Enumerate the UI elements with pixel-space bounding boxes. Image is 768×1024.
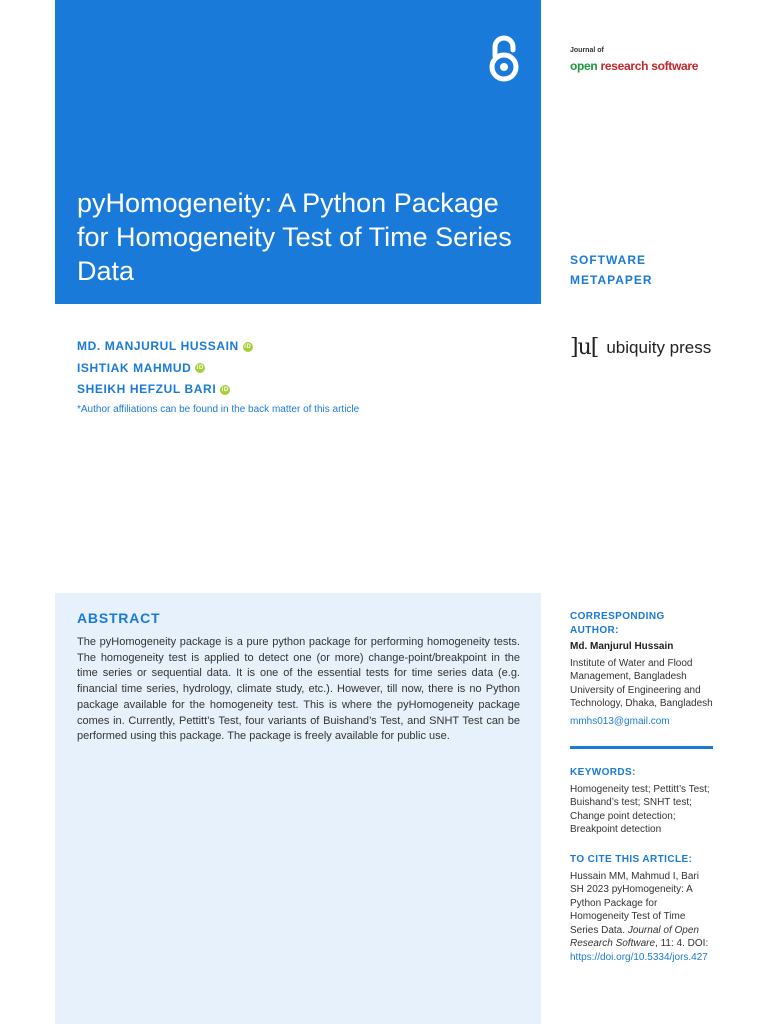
publisher-name: ubiquity press [606,338,712,357]
corresponding-author-name: Md. Manjurul Hussain [570,641,674,652]
journal-logo[interactable] [570,46,730,74]
keywords-heading: KEYWORDS: [570,767,636,778]
citation-text-before: Hussain MM, Mahmud I, Bari SH 2023 pyHomogeneity: A Python Package for Homogeneity Test of Time Series Data. [570,870,699,936]
orcid-icon[interactable]: iD [196,365,204,372]
document-type-line-2: METAPAPER [570,273,653,287]
section-divider [570,746,713,749]
citation-doi-link[interactable]: https://doi.org/10.5334/jors.427 [570,951,708,963]
orcid-icon[interactable]: iD [244,343,252,350]
document-type-line-1: SOFTWARE [570,253,646,267]
corresponding-author-email[interactable]: mmhs013@gmail.com [570,715,670,727]
keywords-section [570,766,715,837]
journal-logo-open: open [570,59,598,73]
article-title: pyHomogeneity: A Python Package for Homogeneity Test of Time Series Data [77,188,512,286]
author-list [77,336,359,415]
author-item[interactable] [77,336,359,358]
journal-logo-main [570,59,698,73]
publisher-logo[interactable] [570,337,711,359]
citation-text-after: , 11: 4. DOI: [655,938,709,949]
corresponding-author-heading: CORRESPONDING AUTHOR: [570,611,665,636]
abstract-text: The pyHomogeneity package is a pure python package for performing homogeneity tests. The homogeneity test is applied to detect one (or more) change-point/breakpoint in the time series or sequential data. It is one of the essential tests for time series data (e.g. financial time series, hydrology, climate study, etc.). However, till now, there is no Python package available for the homogeneity test. This is where the pyHomogeneity package comes in. Currently, Pettitt’s Test, four variants of Buishand’s Test, and SNHT Test can be performed using this package. The package is freely available for public use. [77,636,520,743]
abstract-heading: ABSTRACT [77,610,161,626]
corresponding-author-address: Institute of Water and Flood Management, Bangladesh University of Engineering and Technology, Dhaka, Bangladesh [570,657,713,709]
author-item[interactable] [77,379,359,401]
keywords-text: Homogeneity test; Pettitt’s Test; Buishand’s test; SNHT test; Change point detection; Breakpoint detection [570,783,710,835]
affiliation-note: *Author affiliations can be found in the back matter of this article [77,403,360,415]
citation-section [570,853,715,964]
author-name[interactable]: ISHTIAK MAHMUD [77,360,192,375]
corresponding-author-section [570,610,715,728]
document-type [570,250,653,290]
publisher-mark: ]u[ [570,335,599,360]
citation-heading: TO CITE THIS ARTICLE: [570,854,693,865]
author-name[interactable]: SHEIKH HEFZUL BARI [77,382,217,396]
citation-text [570,870,715,965]
orcid-icon[interactable]: iD [221,386,229,393]
citation-journal: Journal of Open Research Software [570,924,699,949]
journal-logo-rest: research software [600,59,699,73]
author-name[interactable]: MD. MANJURUL HUSSAIN [77,339,239,353]
journal-logo-small: Journal of [570,47,604,54]
open-access-icon [484,34,524,84]
author-item[interactable] [77,358,359,380]
